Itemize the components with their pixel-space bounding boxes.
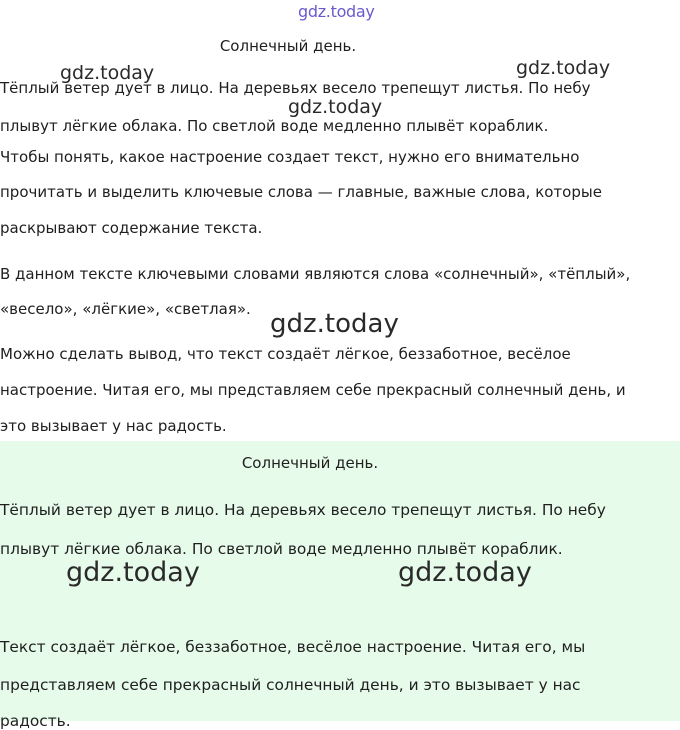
text-line: прочитать и выделить ключевые слова — главные, важные слова, которые xyxy=(0,183,602,201)
answer-line: Текст создаёт лёгкое, беззаботное, весёлое настроение. Читая его, мы xyxy=(0,638,586,656)
text-line: плывут лёгкие облака. По светлой воде медленно плывёт кораблик. xyxy=(0,117,549,135)
text-line: Чтобы понять, какое настроение создает текст, нужно его внимательно xyxy=(0,148,580,166)
text-line: Тёплый ветер дует в лицо. На деревьях весело трепещут листья. По небу xyxy=(0,79,591,97)
watermark: gdz.today xyxy=(270,309,399,339)
answer-line: плывут лёгкие облака. По светлой воде медленно плывёт кораблик. xyxy=(0,540,563,558)
text-line: В данном тексте ключевыми словами являются слова «солнечный», «тёплый», xyxy=(0,265,631,283)
watermark: gdz.today xyxy=(60,62,155,84)
watermark-top: gdz.today xyxy=(298,2,375,21)
watermark: gdz.today xyxy=(288,96,383,118)
text-line: раскрывают содержание текста. xyxy=(0,219,263,237)
text-line: Можно сделать вывод, что текст создаёт лёгкое, беззаботное, весёлое xyxy=(0,345,571,363)
text-title: Солнечный день. xyxy=(219,37,357,55)
answer-line: радость. xyxy=(0,712,71,730)
watermark: gdz.today xyxy=(398,557,532,588)
watermark: gdz.today xyxy=(516,57,611,79)
answer-line: представляем себе прекрасный солнечный день, и это вызывает у нас xyxy=(0,676,581,694)
text-line: настроение. Читая его, мы представляем себе прекрасный солнечный день, и xyxy=(0,381,626,399)
answer-line: Тёплый ветер дует в лицо. На деревьях весело трепещут листья. По небу xyxy=(0,501,606,519)
answer-title: Солнечный день. xyxy=(241,454,379,472)
watermark: gdz.today xyxy=(66,557,200,588)
text-line: это вызывает у нас радость. xyxy=(0,417,227,435)
text-line: «весело», «лёгкие», «светлая». xyxy=(0,300,251,318)
